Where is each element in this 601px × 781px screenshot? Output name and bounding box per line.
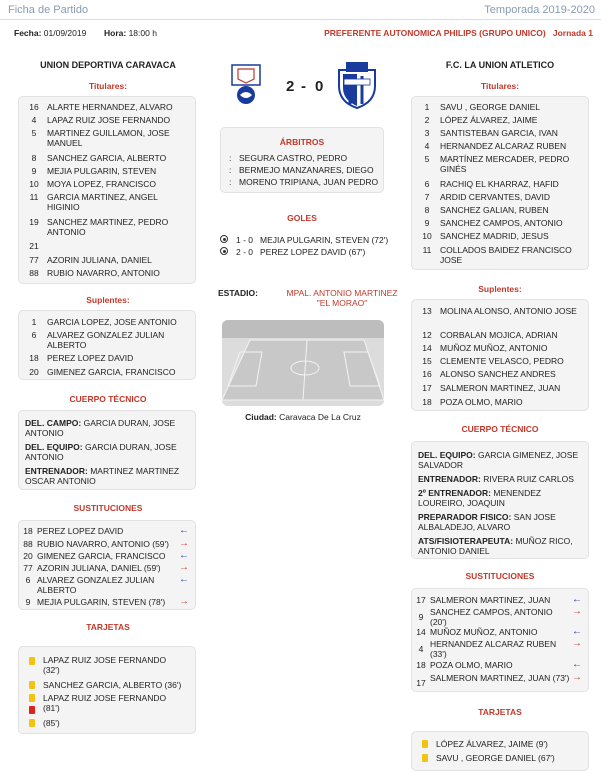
sub-out-icon: → [572, 672, 582, 683]
round-label: Jornada 1 [552, 28, 593, 38]
staff-row: PREPARADOR FISICO: SAN JOSE ALBALADEJO, ALVARO [418, 512, 556, 532]
sub-in-icon: ← [179, 550, 189, 561]
city-info: Ciudad: Caravaca De La Cruz [245, 412, 361, 422]
time-info: Hora: 18:00 h [104, 28, 157, 38]
home-cards-title: TARJETAS [86, 622, 130, 632]
sub-out-icon: → [572, 638, 582, 649]
away-subst-title: SUSTITUCIONES [465, 571, 535, 581]
yellow-card-icon [29, 719, 35, 727]
home-team-crest-icon [226, 63, 266, 107]
goal-row: 2 - 0 PEREZ LOPEZ DAVID (67') [220, 247, 410, 257]
staff-row: DEL. EQUIPO: GARCIA GIMENEZ, JOSE SALVADOR [418, 450, 579, 470]
away-team-name: F.C. LA UNION ATLETICO [445, 60, 555, 70]
home-subs-title: Suplentes: [86, 295, 130, 305]
staff-row: DEL. CAMPO: GARCIA DURAN, JOSE ANTONIO [25, 418, 176, 438]
sub-out-icon: → [572, 606, 582, 617]
yellow-card-icon [29, 657, 35, 665]
away-cards-list: LÓPEZ ÁLVAREZ, JAIME (9') SAVU , GEORGE DANIEL (67') [411, 731, 589, 771]
city-name: Caravaca De La Cruz [279, 412, 361, 422]
divider [0, 19, 601, 20]
score-separator: - [301, 78, 306, 95]
away-subs-list: 13 MOLINA ALONSO, ANTONIO JOSE 12 CORBALAN MOJICA, ADRIAN 14 MUÑOZ MUÑOZ, ANTONIO 15 CLEMENTE VELASCO, PEDRO 16 ALONSO SANCHEZ ANDRES 17 SALMERON MARTINEZ, JUAN 18 POZA OLMO, MARIO [411, 299, 589, 411]
home-subs-list: 1 GARCIA LOPEZ, JOSE ANTONIO 6 ALVAREZ GONZALEZ JULIAN ALBERTO 18 PEREZ LOPEZ DAVID 20 GIMENEZ GARCIA, FRANCISCO [18, 310, 196, 380]
home-cards-list: LAPAZ RUIZ JOSE FERNANDO (32') SANCHEZ GARCIA, ALBERTO (36') LAPAZ RUIZ JOSE FERNANDO (81') (85') [18, 646, 196, 734]
goals-title: GOLES [287, 213, 317, 223]
date-info: Fecha: 01/09/2019 [14, 28, 87, 38]
yellow-card-icon [29, 694, 35, 702]
away-starters-list: 1 SAVU , GEORGE DANIEL 2 LÓPEZ ÁLVAREZ, JAIME 3 SANTISTEBAN GARCIA, IVAN 4 HERNANDEZ ALCARAZ RUBEN 5 MARTÍNEZ MERCADER, PEDRO GINÉS 6 RACHIQ EL KHARRAZ, HAFID 7 ARDID CERVANTES, DAVID 8 SANCHEZ GALIAN, RUBEN 9 SANCHEZ CAMPOS, ANTONIO 10 SANCHEZ MADRID, JESUS 11 COLLADOS BAIDEZ FRANCISCO JOSE [411, 96, 589, 270]
away-cards-title: TARJETAS [478, 707, 522, 717]
pitch-image [222, 320, 384, 406]
page-title: Ficha de Partido [8, 4, 89, 16]
staff-row: ENTRENADOR: RIVERA RUIZ CARLOS [418, 474, 574, 484]
away-starters-title: Titulares: [480, 81, 520, 91]
away-score: 0 [315, 78, 324, 95]
match-time: 18:00 h [128, 28, 157, 38]
home-starters-list: 16 ALARTE HERNANDEZ, ALVARO 4 LAPAZ RUIZ JOSE FERNANDO 5 MARTINEZ GUILLAMON, JOSE MANUEL 8 SANCHEZ GARCIA, ALBERTO 9 MEJIA PULGARIN, STEVEN 10 MOYA LOPEZ, FRANCISCO 11 GARCIA MARTINEZ, ANGEL HIGINIO 19 SANCHEZ MARTINEZ, PEDRO ANTONIO 21 77 AZORIN JULIANA, DANIEL 88 RUBIO NAVARRO, ANTONIO [18, 96, 196, 284]
ball-icon [220, 247, 228, 255]
referees-panel: ÁRBITROS : SEGURA CASTRO, PEDRO : BERMEJO MANZANARES, DIEGO : MORENO TRIPIANA, JUAN PEDRO [220, 127, 384, 193]
ball-icon [220, 235, 228, 243]
match-date: 01/09/2019 [43, 28, 87, 38]
sub-out-icon: → [179, 562, 189, 573]
sub-in-icon: ← [179, 574, 189, 585]
sub-out-icon: → [179, 538, 189, 549]
stadium-info: ESTADIO: [218, 288, 258, 298]
yellow-card-icon [29, 681, 35, 689]
home-team-name: UNION DEPORTIVA CARAVACA [40, 60, 176, 70]
away-subst-list: 17 SALMERON MARTINEZ, JUAN ← 9 SANCHEZ CAMPOS, ANTONIO (20') → 14 MUÑOZ MUÑOZ, ANTONIO ← 4 HERNANDEZ ALCARAZ RUBEN (33') → 18 POZA OLMO, MARIO ← 17 SALMERON MARTINEZ, JUAN (73') → [411, 588, 589, 692]
staff-row: DEL. EQUIPO: GARCIA DURAN, JOSE ANTONIO [25, 442, 177, 462]
home-subst-title: SUSTITUCIONES [73, 503, 143, 513]
yellow-card-icon [422, 740, 428, 748]
season-label: Temporada 2019-2020 [484, 4, 595, 16]
goal-row: 1 - 0 MEJIA PULGARIN, STEVEN (72') [220, 235, 410, 245]
staff-row: 2º ENTRENADOR: MENENDEZ LOUREIRO, JOAQUIN [418, 488, 542, 508]
home-staff-list [18, 410, 196, 490]
away-team-crest-icon [336, 60, 378, 110]
yellow-card-icon [422, 754, 428, 762]
stadium-name: MPAL. ANTONIO MARTINEZ "EL MORAO" [286, 288, 398, 308]
sub-in-icon: ← [572, 594, 582, 605]
staff-row: ENTRENADOR: MARTINEZ MARTINEZ OSCAR ANTONIO [25, 466, 180, 486]
competition-info [324, 28, 593, 38]
home-starters-title: Titulares: [88, 81, 128, 91]
home-subst-list: 18 PEREZ LOPEZ DAVID ← 88 RUBIO NAVARRO, ANTONIO (59') → 20 GIMENEZ GARCIA, FRANCISCO ← 77 AZORIN JULIANA, DANIEL (59') → 6 ALVAREZ GONZALEZ JULIAN ALBERTO ← 9 MEJIA PULGARIN, STEVEN (78') → [18, 520, 196, 610]
home-score: 2 [286, 78, 295, 95]
home-staff-title: CUERPO TÉCNICO [69, 394, 147, 404]
sub-in-icon: ← [179, 525, 189, 536]
staff-row: ATS/FISIOTERAPEUTA: MUÑOZ RICO, ANTONIO DANIEL [418, 536, 573, 556]
competition-name: PREFERENTE AUTONOMICA PHILIPS (GRUPO UNICO) [324, 28, 546, 38]
red-card-icon [29, 706, 35, 714]
sub-in-icon: ← [572, 659, 582, 670]
sub-out-icon: → [179, 596, 189, 607]
away-subs-title: Suplentes: [478, 284, 522, 294]
sub-in-icon: ← [572, 626, 582, 637]
referees-title: ÁRBITROS [279, 137, 325, 147]
away-staff-title: CUERPO TÉCNICO [461, 424, 539, 434]
away-staff-list [411, 441, 589, 559]
